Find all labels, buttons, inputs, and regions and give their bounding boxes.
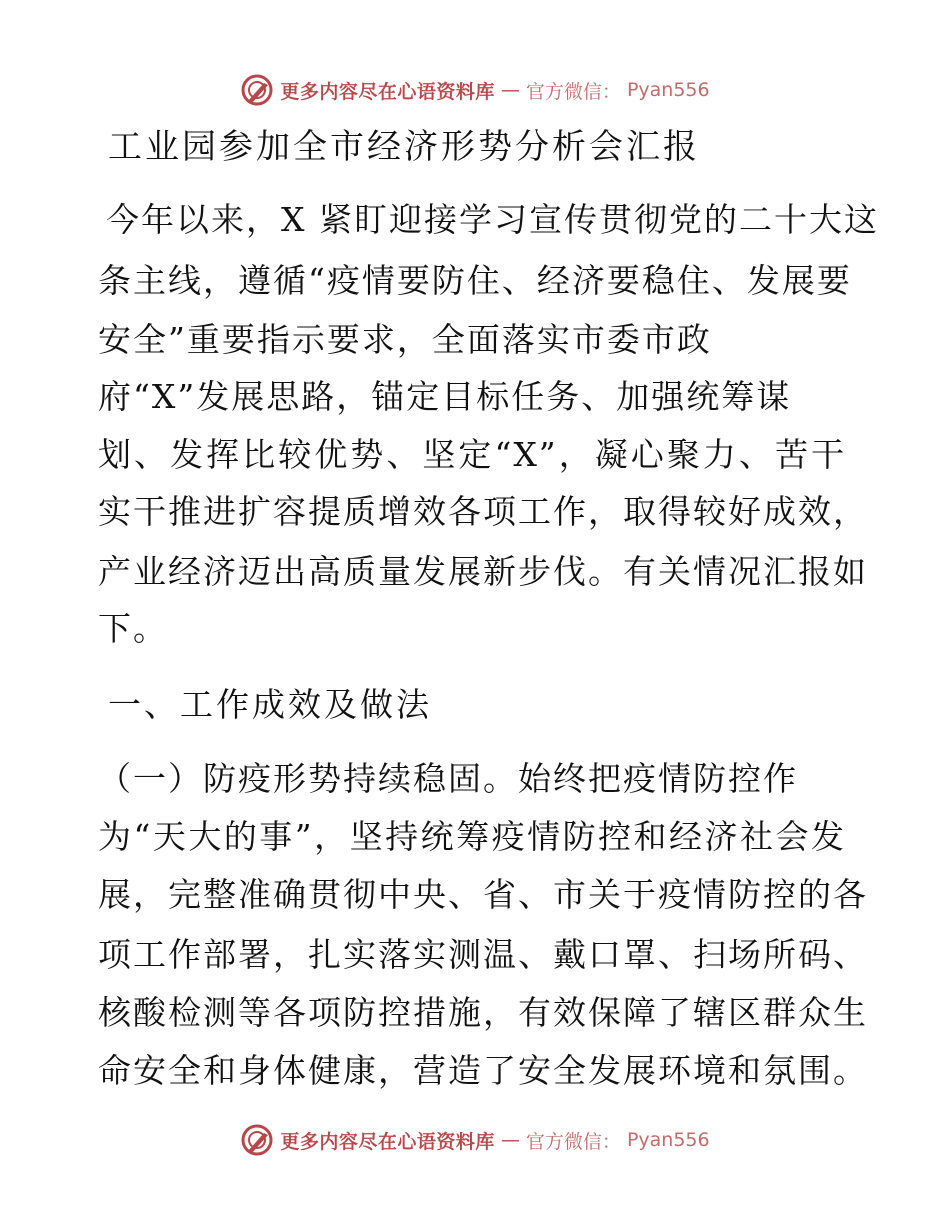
paragraph-line: 条主线，遵循“疫情要防住、经济要稳住、发展要 [98,261,852,300]
pen-logo-icon [240,73,274,107]
paragraph-line: 实干推进扩容提质增效各项工作，取得较好成效， [98,492,868,531]
banner-text: 更多内容尽在心语资料库 [280,80,495,103]
paragraph-line: 命安全和身体健康，营造了安全发展环境和氛围。 [98,1051,868,1090]
banner-handle: Pyan556 [626,1129,710,1151]
document-title: 工业园参加全市经济形势分析会汇报 [108,127,700,167]
section-heading: 一、工作成效及做法 [108,685,432,724]
paragraph-line: 项工作部署，扎实落实测温、戴口罩、扫场所码、 [98,935,868,974]
banner-dash: — [500,1129,520,1151]
banner-dash: — [500,79,520,101]
paragraph-line: 为“天大的事”，坚持统筹疫情防控和经济社会发 [98,817,846,856]
banner-handle: Pyan556 [626,79,710,101]
banner-official-label: 官方微信： [525,1130,621,1153]
paragraph-line: 府“X”发展思路，锚定目标任务、加强统筹谋 [98,377,792,416]
watermark-banner-bottom [0,1118,950,1162]
paragraph-line: 下。 [98,609,168,648]
paragraph-line: 核酸检测等各项防控措施，有效保障了辖区群众生 [98,993,868,1032]
watermark-banner-top [0,68,950,112]
banner-text: 更多内容尽在心语资料库 [280,1130,495,1153]
paragraph-line: （一）防疫形势持续稳固。始终把疫情防控作 [98,759,798,798]
pen-logo-icon [240,1123,274,1157]
paragraph-line: 展，完整准确贯彻中央、省、市关于疫情防控的各 [98,875,868,914]
paragraph-line: 产业经济迈出高质量发展新步伐。有关情况汇报如 [98,552,868,591]
paragraph-line: 安全”重要指示要求，全面落实市委市政 [98,320,712,359]
paragraph-line: 今年以来，X 紧盯迎接学习宣传贯彻党的二十大这 [106,200,879,239]
banner-official-label: 官方微信： [525,80,621,103]
paragraph-line: 划、发挥比较优势、坚定“X”，凝心聚力、苦干 [98,435,846,474]
